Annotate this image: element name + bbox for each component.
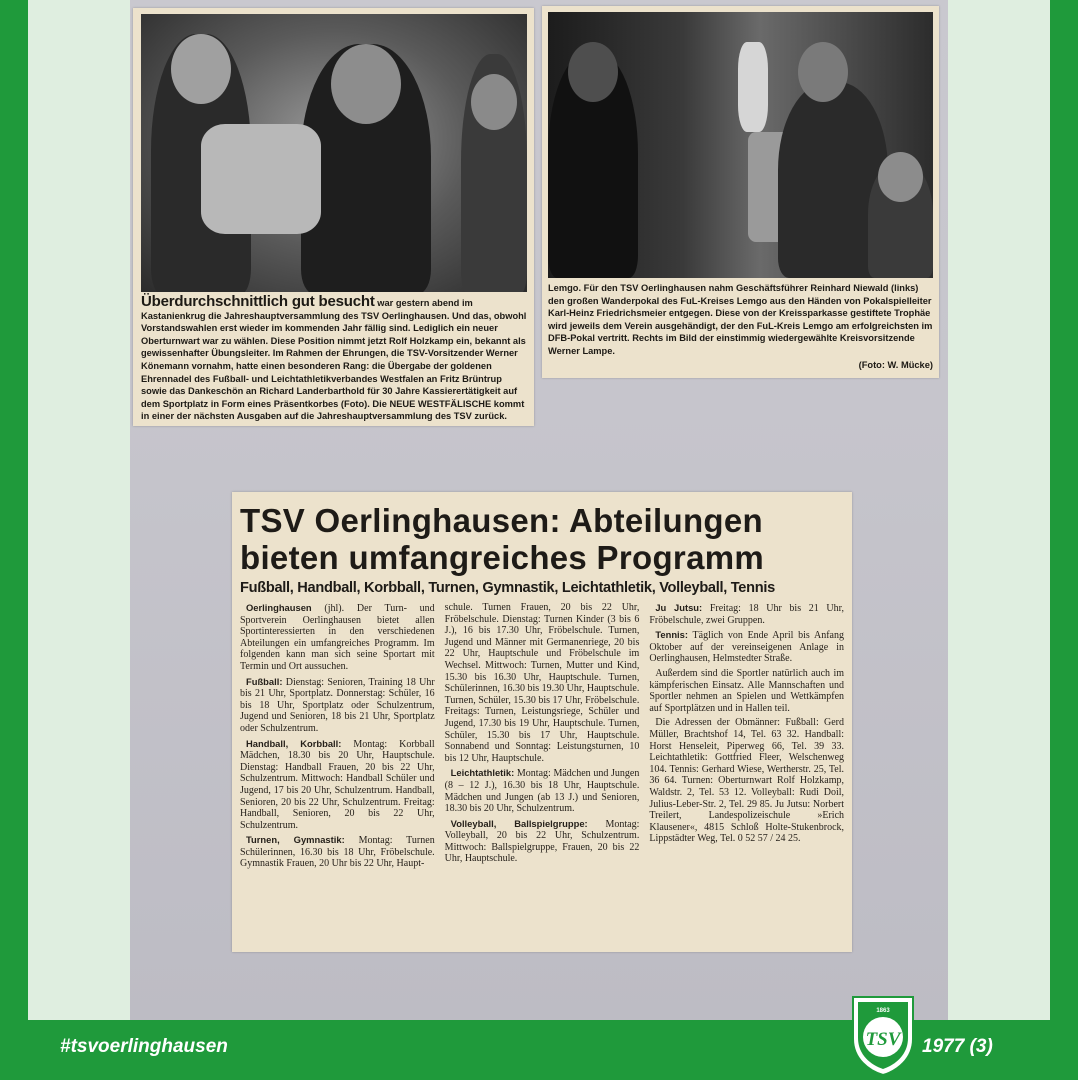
lead-volleyball: Volleyball, Ballspielgruppe: (450, 817, 588, 829)
paragraph-jujutsu: Freitag: 18 Uhr bis 21 Uhr, Fröbelschule, zwei Gruppen. (649, 603, 845, 626)
clipping-right-caption (548, 282, 933, 371)
paragraph-handball: Montag: Korbball Mädchen, 18.30 bis 20 Uhr, Hauptschule. Dienstag: Handball Frauen, 20 bis 22 Uhr, Schulzentrum. Mittwoch: Handball Schüler und Jugend, 17 bis 20 Uhr, Schulzentrum. Handball, Senioren, 20 bis 22 Uhr, Schulzentrum. Freitag: Handball, Senioren, 20 bis 22 Uhr, Schulzentrum. (240, 738, 435, 831)
clipping-left (133, 8, 534, 426)
lead-jujutsu: Ju Jutsu: (655, 602, 703, 613)
paragraph-turnen: Montag: Turnen Schülerinnen, 16.30 bis 18 Uhr, Fröbelschule. Gymnastik Frauen, 20 Uhr bis 22 Uhr, Haupt- (240, 835, 435, 870)
lead-handball: Handball, Korbball: (246, 737, 342, 749)
paragraph-wettkampf: Außerdem sind die Sportler natürlich auch im kämpferischen Einsatz. Alle Mannschaften und Sportler nehmen an Spielen und Wettkämpfen auf Sportplätzen und in Hallen teil. (649, 667, 845, 714)
paragraph-volleyball: Montag: Volleyball, 20 bis 22 Uhr, Schulzentrum. Mittwoch: Ballspielgruppe, Frauen, 20 bis 22 Uhr, Hauptschule. (444, 818, 640, 865)
paragraph-tennis: Täglich von Ende April bis Anfang Oktober auf der vereinseigenen Anlage in Oerlinghausen, Helmstedter Straße. (649, 630, 845, 665)
article-clipping (232, 492, 852, 952)
article-subtitle: Fußball, Handball, Korbball, Turnen, Gymnastik, Leichtathletik, Volleyball, Tennis (240, 580, 775, 596)
clipping-right-text: Lemgo. Für den TSV Oerlinghausen nahm Geschäftsführer Reinhard Niewald (links) den großen Wanderpokal des FuL-Kreises Lemgo aus den Händen von Pokalspielleiter Karl-Heinz Friedrichsmeier entgegen. Diese von der Kreissparkasse gestiftete Trophäe wird jeweils dem Verein ausgehändigt, der den FuL-Kreis Lemgo am erfolgreichsten im DFB-Pokal vertritt. Rechts im Bild der einstimmig wiedergewählte Kreisvorsitzende Werner Lampe. (548, 283, 933, 356)
year-label: 1977 (3) (922, 1036, 993, 1057)
lead-leichtathletik: Leichtathletik: (450, 767, 515, 779)
paragraph-intro: (jhl). Der Turn- und Sportverein Oerlinghausen bietet allen Sportinteressierten in den verschiedenen Abteilungen ein umfangreiches Programm. Im folgenden kann man sich seine Sportart mit Termin und Ort aussuchen. (240, 603, 435, 672)
clipping-right (542, 6, 939, 378)
lead-fussball: Fußball: (246, 675, 283, 687)
clipping-left-headline: Überdurchschnittlich gut besucht (141, 293, 375, 310)
paragraph-adressen: Die Adressen der Obmänner: Fußball: Gerd Müller, Brachtshof 14, Tel. 63 32. Handball: Horst Henseleit, Piperweg 66, Tel. 39 33. Leichtathletik: Gottfried Fleer, Welschenweg 104. Tennis: Gerhard Wiese, Wertherstr. 25, Tel. 36 64. Turnen: Oberturnwart Rolf Holzkamp, Waldstr. 2, Tel. 53 12. Volleyball: Rudi Doil, Julius-Leber-Str. 2, Tel. 29 85. Ju Jutsu: Norbert Treilert, Landespolizeischule »Erich Klausener«, 4815 Schloß Holte-Stukenbrock, Lippstädter Weg, Tel. 0 52 57 / 24 25. (649, 717, 845, 845)
clipping-left-caption (141, 293, 527, 423)
article-title: TSV Oerlinghausen: Abteilungen bieten umfangreiches Programm (240, 502, 765, 576)
article-column-1 (240, 602, 435, 873)
paragraph-fussball: Dienstag: Senioren, Training 18 Uhr bis 21 Uhr, Sportplatz. Donnerstag: Schüler, 16 bis 18 Uhr, Sportplatz oder Schulzentrum, Jugend und Senioren, 18 bis 21 Uhr, Sportplatz oder Schulzentrum. (240, 676, 435, 734)
crest-year: 1863 (876, 1008, 890, 1014)
lead-tennis: Tennis: (655, 629, 688, 641)
clipping-left-text: war gestern abend im Kastanienkrug die Jahreshauptversammlung des TSV Oerlinghausen. Und das, obwohl Vorstandswahlen erst wieder im kommenden Jahr fällig sind. Lediglich ein neuer Oberturnwart war zu wählen. Diese Position nimmt jetzt Rolf Holzkamp ein, bekannt als gewissenhafter Übungsleiter. Im Rahmen der Ehrungen, die TSV-Vorsitzender Werner Könemann vornahm, hatte einen besonderen Rang: die Übergabe der goldenen Ehrennadel des Fußball- und Leichtathletikverbandes Westfalen an Fritz Brüntrup sowie das Dankeschön an Richard Landerbarthold für 30 Jahre Kassierertätigkeit auf dem Sportplatz in Form eines Präsentkorbes (Foto). Die NEUE WESTFÄLISCHE kommt in einer der nächsten Ausgaben auf die Jahreshauptversammlung des TSV zurück. (141, 298, 527, 422)
photo-credit: (Foto: W. Mücke) (858, 359, 933, 370)
lead-turnen: Turnen, Gymnastik: (246, 834, 345, 846)
paragraph-leichtathletik: Montag: Mädchen und Jungen (8 – 12 J.), 16.30 bis 18 Uhr, Hauptschule. Mädchen und Jungen (ab 13 J.) und Senioren, 18.30 bis 20 Uhr, Schulzentrum. (444, 768, 640, 815)
lead-oerlinghausen: Oerlinghausen (246, 602, 312, 613)
article-column-2 (445, 602, 640, 873)
newspaper-photo-trophy-handover-icon (548, 12, 933, 278)
hashtag-label: #tsvoerlinghausen (60, 1036, 228, 1057)
article-columns (240, 602, 844, 873)
crest-letters: TSV (865, 1029, 901, 1050)
newspaper-photo-gift-basket-icon (141, 14, 527, 292)
tsv-club-crest-icon (849, 993, 917, 1077)
article-column-3 (649, 602, 844, 873)
paragraph-turnen-cont: schule. Turnen Frauen, 20 bis 22 Uhr, Fröbelschule. Dienstag: Turnen Kinder (3 bis 6 J.), 16 bis 17.30 Uhr, Fröbelschule. Turnen, Jugend und Männer mit Germanenriege, 20 bis 22 Uhr, Hauptschule und Fröbelschule im Wechsel. Mittwoch: Turnen, Mutter und Kind, 15.30 bis 16.30 Uhr, Hauptschule. Turnen, Schülerinnen, 16.30 bis 19.30 Uhr, Hauptschule. Turnen, Schüler, 15.30 bis 17 Uhr, Fröbelschule. Freitags: Turnen, Leistungsriege, Schüler und Jugend, 17.30 bis 19 Uhr, Hauptschule. Turnen, Schüler, 15.30 bis 17 Uhr, Hauptschule. Sonnabend und Sonntag: Leistungsturnen, 10 bis 12 Uhr, Hauptschule. (444, 602, 640, 764)
